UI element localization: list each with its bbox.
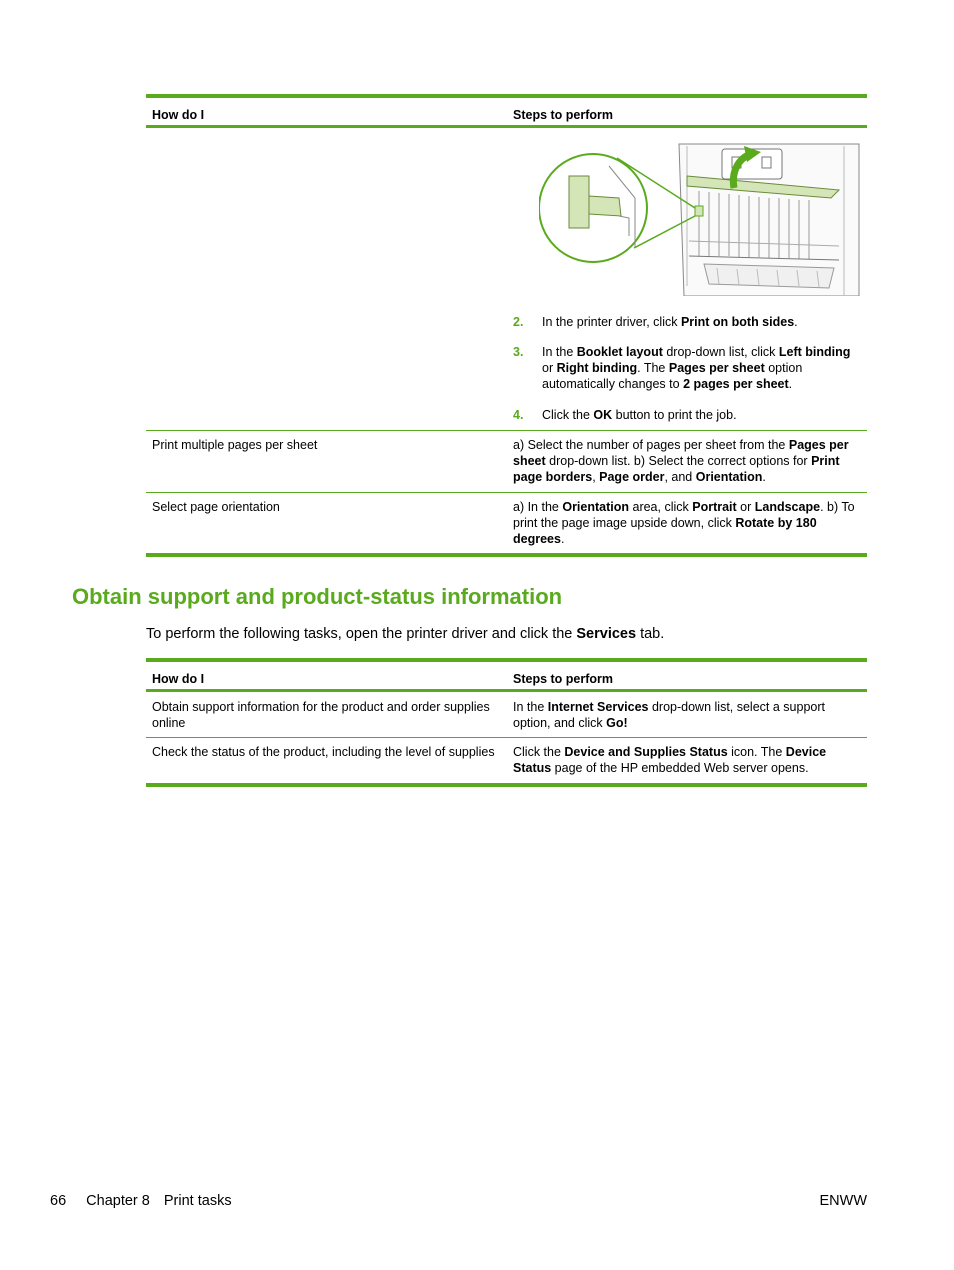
page-footer-left — [50, 1193, 232, 1209]
table-cell-how: Print multiple pages per sheet — [152, 437, 318, 452]
step-number: 2. — [513, 314, 524, 329]
column-header-steps: Steps to perform — [513, 108, 614, 122]
table-cell-how: Select page orientation — [152, 499, 280, 514]
table-row — [146, 737, 867, 785]
table-cell-steps — [507, 126, 867, 430]
table-cell-how: Obtain support information for the product and order supplies online — [152, 699, 490, 730]
table-cell-how — [146, 126, 507, 430]
column-header-how-do-i: How do I — [152, 108, 205, 122]
table-row — [146, 690, 867, 737]
page-number: 66 — [50, 1193, 67, 1209]
table-cell-steps: Click the Device and Supplies Status icon. The Device Status page of the HP embedded Web server opens. — [513, 744, 827, 775]
table-cell-how: Check the status of the product, including the level of supplies — [152, 744, 495, 759]
column-header-how-do-i: How do I — [152, 672, 205, 686]
step-item: 3. In the Booklet layout drop-down list, click Left binding or Right binding. The Pages per sheet option automatically changes to 2 pages per sheet. — [513, 344, 851, 391]
steps-list — [513, 314, 861, 423]
column-header-steps: Steps to perform — [513, 672, 614, 686]
table-row — [146, 126, 867, 430]
section-intro: To perform the following tasks, open the printer driver and click the Services tab. — [146, 626, 665, 642]
page-footer-right: ENWW — [819, 1193, 867, 1209]
section-heading: Obtain support and product-status information — [72, 584, 563, 609]
step-item: 2. In the printer driver, click Print on both sides. — [513, 314, 798, 329]
table-cell-steps: a) Select the number of pages per sheet from the Pages per sheet drop-down list. b) Select the correct options for Print page borders, Page order, and Orientation. — [513, 437, 849, 484]
chapter-label: Chapter 8 — [86, 1193, 150, 1209]
duplex-door-illustration — [539, 136, 869, 296]
table-cell-steps: a) In the Orientation area, click Portrait or Landscape. b) To print the page image upside down, click Rotate by 180 degrees. — [513, 499, 855, 546]
table-header-row — [146, 660, 867, 690]
table-row — [146, 492, 867, 555]
step-number: 3. — [513, 344, 524, 359]
table-header-row — [146, 96, 867, 126]
step-number: 4. — [513, 407, 524, 422]
step-item: 4. Click the OK button to print the job. — [513, 407, 737, 422]
chapter-title: Print tasks — [163, 1193, 232, 1209]
table-row — [146, 430, 867, 492]
table-how-do-i-printing — [146, 94, 867, 557]
table-cell-steps: In the Internet Services drop-down list, select a support option, and click Go! — [513, 699, 825, 730]
table-how-do-i-services — [146, 658, 867, 787]
